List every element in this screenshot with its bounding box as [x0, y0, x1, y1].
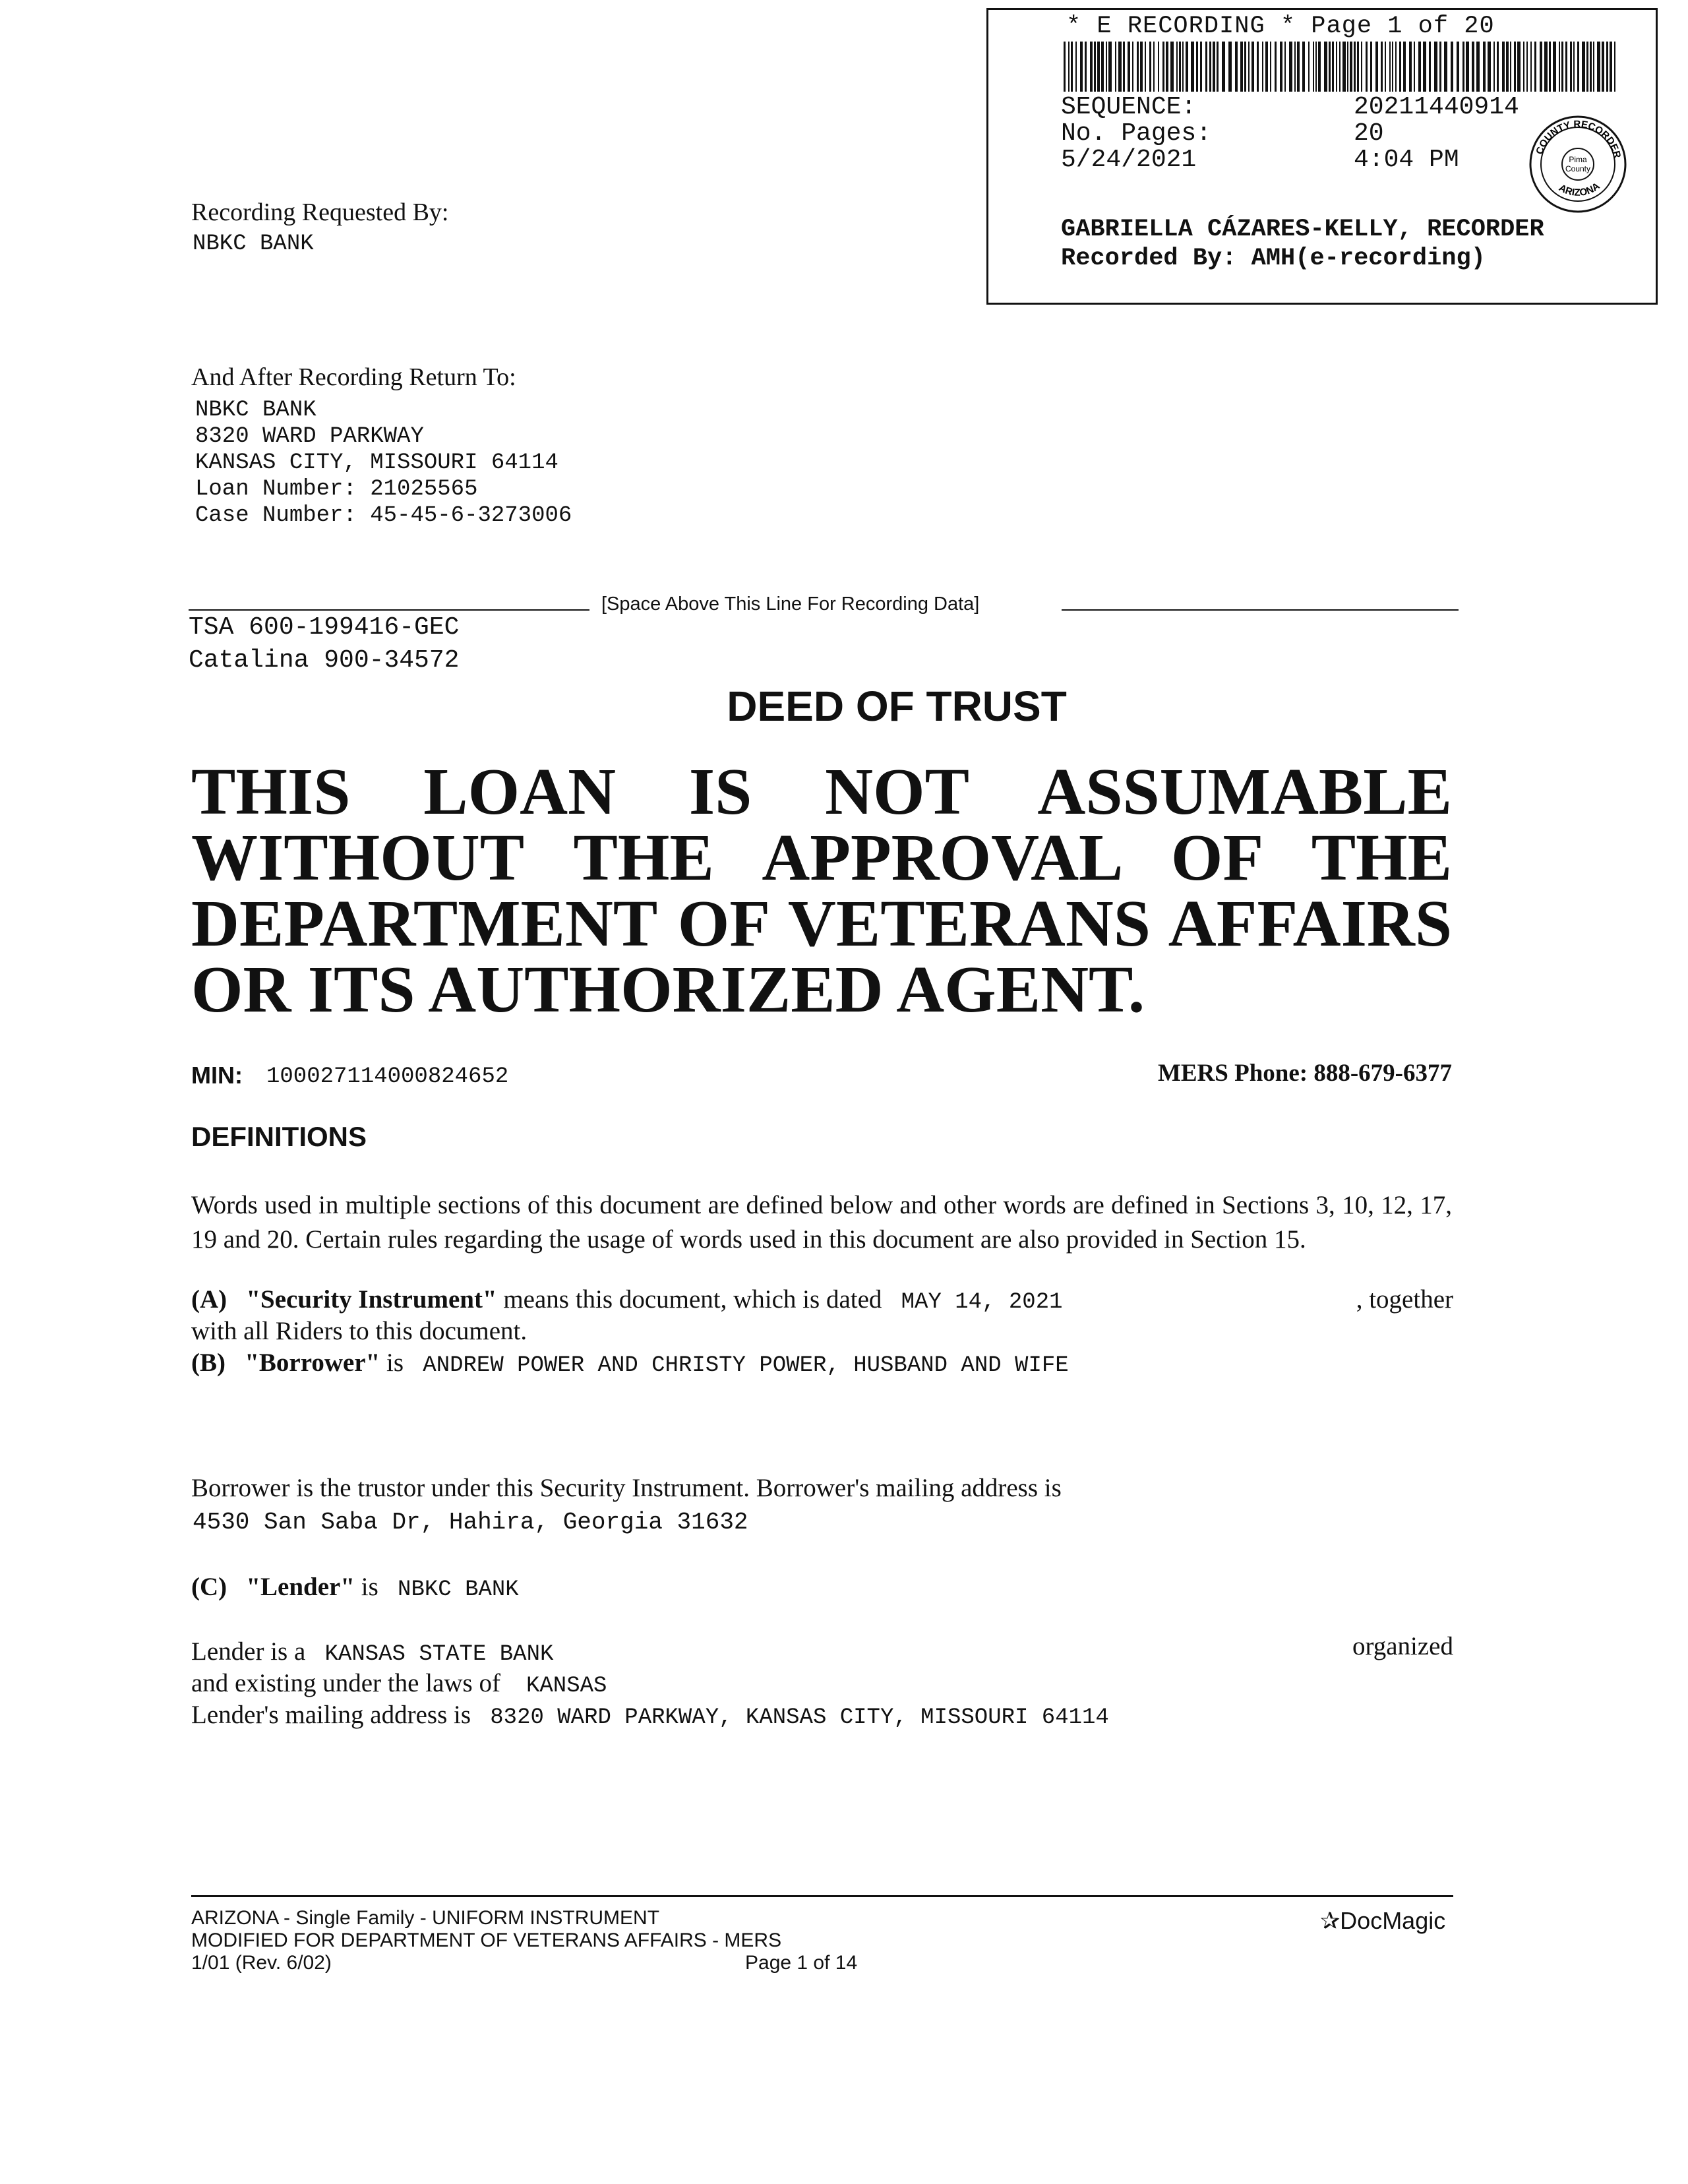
definition-tail: , together [1356, 1285, 1453, 1314]
recording-time: 4:04 PM [1354, 146, 1459, 174]
requested-by-label: Recording Requested By: [191, 198, 449, 226]
security-instrument-date: MAY 14, 2021 [901, 1290, 1063, 1315]
requested-by-name: NBKC BANK [193, 231, 314, 257]
sequence-value: 20211440914 [1354, 93, 1519, 121]
svg-text:ARIZONA: ARIZONA [1557, 180, 1602, 198]
loan-number: Loan Number: 21025565 [195, 477, 478, 502]
definition-letter: (C) [191, 1573, 227, 1601]
definition-text: is [355, 1573, 378, 1601]
sequence-label: SEQUENCE: [1061, 93, 1197, 121]
lender-is-a-label: Lender is a [191, 1637, 306, 1666]
definition-a-continued: with all Riders to this document. [191, 1317, 528, 1345]
star-icon: ✰ [1320, 1907, 1341, 1934]
tsa-number: TSA 600-199416-GEC [189, 613, 460, 642]
recording-divider-right [1062, 609, 1459, 611]
definition-term: "Borrower" [245, 1349, 380, 1377]
footer-page-number: Page 1 of 14 [745, 1952, 858, 1974]
barcode-icon [1064, 42, 1617, 92]
definition-letter: (A) [191, 1285, 227, 1314]
county-recorder-seal-icon [1528, 114, 1628, 214]
definition-c [191, 1572, 519, 1602]
recording-stamp [986, 8, 1658, 305]
lender-state: KANSAS [526, 1674, 607, 1699]
min-value: 100027114000824652 [266, 1064, 509, 1089]
recorder-name: GABRIELLA CÁZARES-KELLY, RECORDER [1061, 216, 1544, 243]
catalina-number: Catalina 900-34572 [189, 646, 460, 675]
notice-line: THIS LOAN IS NOT ASSUMABLE [191, 754, 1452, 828]
return-address-line: 8320 WARD PARKWAY [195, 424, 424, 449]
lender-address-line [191, 1700, 1109, 1730]
recording-divider-left [189, 609, 589, 611]
definition-term: "Security Instrument" [246, 1285, 497, 1314]
definitions-intro: Words used in multiple sections of this document are defined below and other words are defined in Sections 3, 10, 12, 17, 19 and 20. Certain rules regarding the usage of words used in this document are also provided in Section 15. [191, 1191, 1452, 1254]
footer-form-line3: 1/01 (Rev. 6/02) [191, 1952, 332, 1974]
svg-text:County: County [1565, 164, 1591, 173]
lender-type-line [191, 1637, 553, 1667]
definition-a [191, 1285, 1453, 1315]
organized-label: organized [1352, 1632, 1453, 1660]
lender-state-line [191, 1668, 607, 1699]
docmagic-logo [1320, 1907, 1445, 1935]
space-above-note: [Space Above This Line For Recording Data] [601, 593, 980, 615]
definition-letter: (B) [191, 1349, 226, 1377]
footer-form-line1: ARIZONA - Single Family - UNIFORM INSTRUMENT [191, 1907, 660, 1929]
footer-form-line2: MODIFIED FOR DEPARTMENT OF VETERANS AFFAIRS - MERS [191, 1929, 782, 1951]
pages-value: 20 [1354, 119, 1384, 148]
svg-text:Pima: Pima [1569, 155, 1587, 164]
definition-text: is [380, 1349, 404, 1377]
mers-phone: MERS Phone: 888-679-6377 [1157, 1060, 1452, 1087]
pages-label: No. Pages: [1061, 119, 1212, 148]
lender-name: NBKC BANK [398, 1577, 519, 1602]
notice-line: WITHOUT THE APPROVAL OF THE [191, 820, 1452, 894]
return-address-block [195, 397, 572, 529]
min-label: MIN: [191, 1062, 243, 1089]
definition-b [191, 1348, 1069, 1378]
document-title: DEED OF TRUST [727, 682, 1067, 730]
borrower-trustor-statement: Borrower is the trustor under this Security Instrument. Borrower's mailing address is [191, 1474, 1062, 1502]
footer-divider [191, 1895, 1453, 1897]
svg-text:COUNTY RECORDER: COUNTY RECORDER [1534, 118, 1623, 160]
return-to-label: And After Recording Return To: [191, 363, 516, 391]
return-address-line: KANSAS CITY, MISSOURI 64114 [195, 450, 558, 475]
case-number: Case Number: 45-45-6-3273006 [195, 503, 572, 528]
definition-term: "Lender" [246, 1573, 355, 1601]
lender-mailing-label: Lender's mailing address is [191, 1701, 471, 1729]
lender-address: 8320 WARD PARKWAY, KANSAS CITY, MISSOURI 64114 [490, 1705, 1109, 1730]
existing-under-laws-label: and existing under the laws of [191, 1669, 500, 1697]
stamp-header: * E RECORDING * Page 1 of 20 [1066, 13, 1495, 40]
lender-type: KANSAS STATE BANK [324, 1642, 554, 1667]
notice-line: OR ITS AUTHORIZED AGENT. [191, 952, 1145, 1026]
definitions-heading: DEFINITIONS [191, 1121, 367, 1152]
borrower-names: ANDREW POWER AND CHRISTY POWER, HUSBAND AND WIFE [423, 1353, 1069, 1378]
docmagic-brand: DocMagic [1340, 1907, 1446, 1934]
definition-text: means this document, which is dated [497, 1285, 882, 1314]
borrower-address: 4530 San Saba Dr, Hahira, Georgia 31632 [193, 1509, 748, 1536]
recording-date: 5/24/2021 [1061, 146, 1197, 174]
notice-line: DEPARTMENT OF VETERANS AFFAIRS [191, 886, 1452, 960]
recorded-by: Recorded By: AMH(e-recording) [1061, 245, 1486, 272]
return-address-line: NBKC BANK [195, 398, 316, 423]
